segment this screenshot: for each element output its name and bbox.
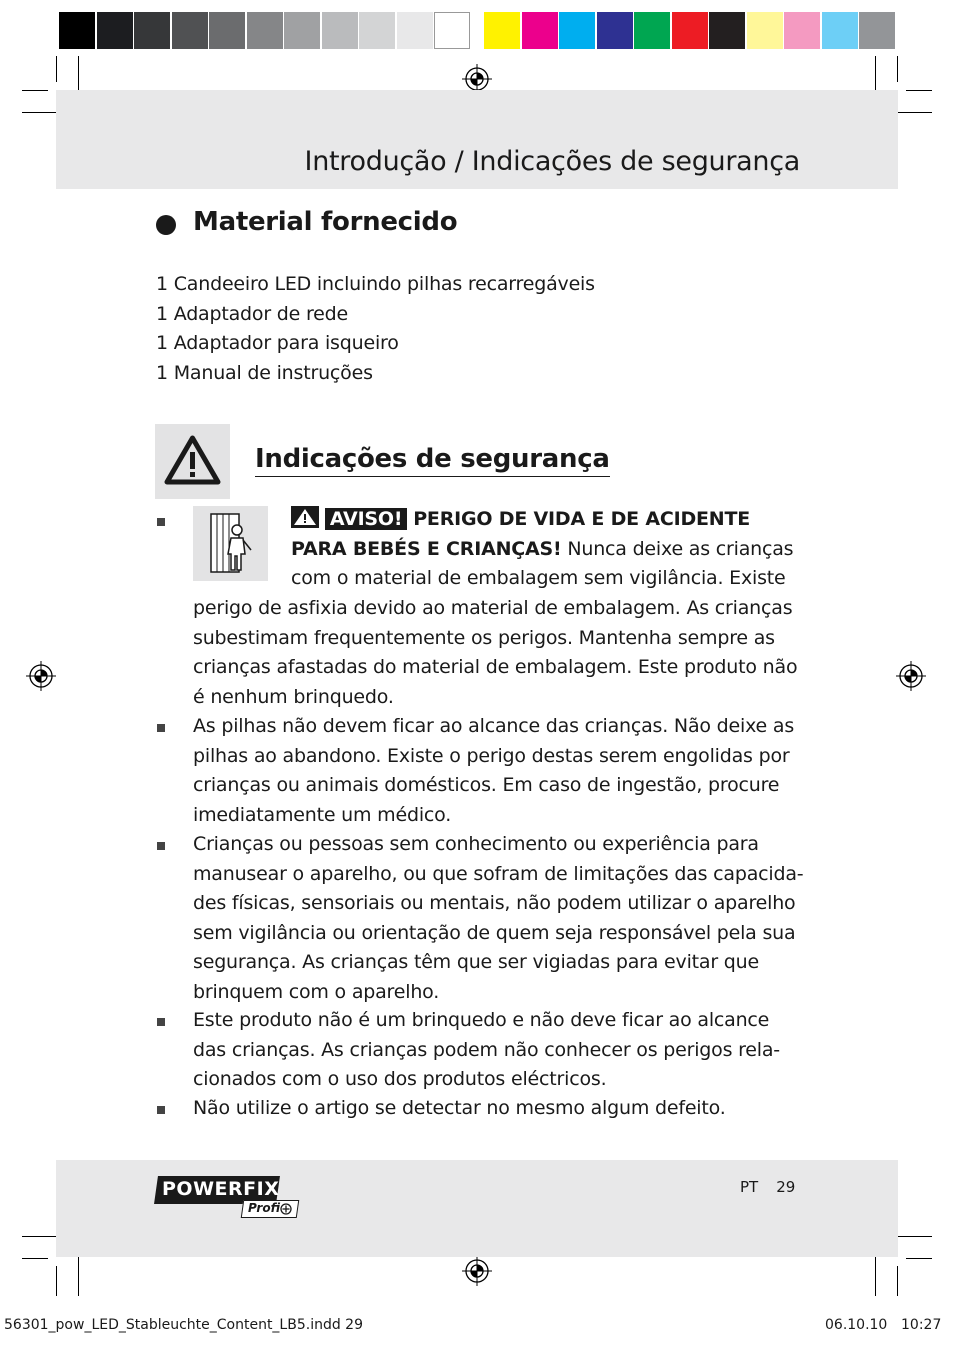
page-number: 29 <box>776 1178 796 1196</box>
color-swatch <box>559 12 595 49</box>
safety-icon-box <box>155 424 230 499</box>
safety-item-1-line-3: com o material de embalagem sem vigilância. Existe <box>291 567 786 589</box>
color-swatch <box>97 12 133 49</box>
safety-item-4: Este produto não é um brinquedo e não deve ficar ao alcance das crianças. As crianças podem não conhecer os perigos rela- cionados com o uso dos produtos eléctricos. <box>193 1009 780 1090</box>
color-swatch <box>822 12 858 49</box>
crop-mark <box>906 1258 932 1259</box>
print-time: 10:27 <box>901 1317 942 1333</box>
color-swatch <box>397 12 433 49</box>
crop-mark <box>875 1252 876 1296</box>
print-file-info: 56301_pow_LED_Stableuchte_Content_LB5.indd 29 <box>4 1317 363 1333</box>
bullet-square <box>157 1106 165 1114</box>
safety-item-5: Não utilize o artigo se detectar no mesmo algum defeito. <box>193 1097 726 1119</box>
language-code: PT <box>740 1178 759 1196</box>
crop-mark <box>56 56 57 82</box>
color-swatch <box>172 12 208 49</box>
color-swatch <box>134 12 170 49</box>
safety-item-1-line-1: AVISO! PERIGO DE VIDA E DE ACIDENTE <box>291 505 750 535</box>
list-item: 1 Candeeiro LED incluindo pilhas recarregáveis <box>156 273 595 295</box>
color-swatch <box>634 12 670 49</box>
safety-item-2: As pilhas não devem ficar ao alcance das crianças. Não deixe as pilhas ao abandono. Existe o perigo destas serem engolidas por crianças ou animais domésticos. Em caso de ingestão, procure imediatamente um médico. <box>193 715 795 826</box>
color-swatch <box>359 12 395 49</box>
color-swatch <box>484 12 520 49</box>
safety-item-1-continued: perigo de asfixia devido ao material de embalagem. As crianças subestimam frequentemente os perigos. Mantenha sempre as crianças afastadas do material de embalagem. Este produto não é nenhum brinquedo. <box>193 597 798 708</box>
page-title: Introdução / Indicações de segurança <box>304 146 800 177</box>
bullet-square <box>157 724 165 732</box>
registration-mark-icon <box>896 661 926 691</box>
color-swatch <box>784 12 820 49</box>
color-swatch <box>322 12 358 49</box>
child-packaging-icon <box>193 506 268 581</box>
crop-mark <box>22 90 48 91</box>
registration-mark-icon <box>462 1256 492 1286</box>
page-footer <box>740 1178 795 1196</box>
bullet-square <box>157 842 165 850</box>
warning-triangle-icon <box>155 424 230 499</box>
color-swatch <box>247 12 283 49</box>
list-item: 1 Adaptador para isqueiro <box>156 332 399 354</box>
crop-mark <box>906 90 932 91</box>
color-swatch <box>284 12 320 49</box>
print-date: 06.10.10 <box>825 1317 888 1333</box>
color-swatch <box>434 12 470 49</box>
color-swatch <box>859 12 895 49</box>
section-bullet <box>156 215 176 235</box>
crop-mark <box>56 1266 57 1296</box>
material-list <box>156 270 595 388</box>
list-item: 1 Adaptador de rede <box>156 302 349 325</box>
color-swatch <box>747 12 783 49</box>
color-swatch <box>709 12 745 49</box>
color-swatch <box>672 12 708 49</box>
safety-item-1-line-2: PARA BEBÉS E CRIANÇAS! Nunca deixe as crianças <box>291 538 794 560</box>
color-swatch <box>209 12 245 49</box>
crop-mark <box>892 1236 932 1237</box>
registration-mark-icon <box>26 661 56 691</box>
plus-circle-icon <box>280 1203 292 1215</box>
brand-name: POWERFIX <box>162 1178 280 1200</box>
warning-triangle-icon <box>291 506 319 528</box>
color-swatch <box>522 12 558 49</box>
bullet-square <box>157 518 165 526</box>
color-swatch <box>59 12 95 49</box>
material-heading: Material fornecido <box>193 207 458 237</box>
crop-mark <box>78 1252 79 1296</box>
brand-sub: Profi <box>248 1201 281 1215</box>
crop-mark <box>22 1258 48 1259</box>
safety-heading: Indicações de segurança <box>255 444 610 477</box>
powerfix-logo <box>156 1176 298 1218</box>
color-swatch <box>597 12 633 49</box>
crop-mark <box>897 1266 898 1296</box>
bullet-square <box>157 1018 165 1026</box>
crop-mark <box>897 56 898 82</box>
safety-item-3: Crianças ou pessoas sem conhecimento ou experiência para manusear o aparelho, ou que sofram de limitações das capacida- des físicas, sensoriais ou mentais, não podem utilizar o aparelho sem vigilância ou orientação de quem seja responsável pela sua segurança. As crianças têm que ser vigiadas para evitar que brinquem com o aparelho. <box>193 833 804 1003</box>
crop-mark <box>892 112 932 113</box>
list-item: 1 Manual de instruções <box>156 361 373 384</box>
aviso-badge: AVISO! <box>325 508 408 530</box>
